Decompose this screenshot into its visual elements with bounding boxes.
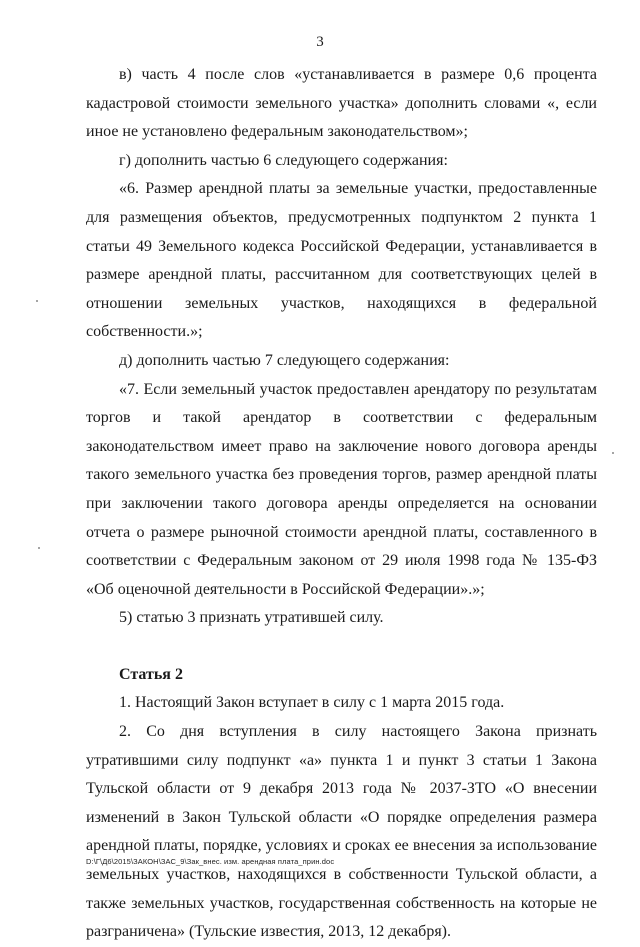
paragraph-article-3-repeal: 5) статью 3 признать утратившей силу.	[119, 609, 384, 627]
article-2-paragraph-2: 2. Со дня вступления в силу настоящего Закона признать утратившими силу подпункт «а» пункта 1 и пункт 3 статьи 1 Закона Тульской области от 9 декабря 2013 года № 2037-ЗТО «О внесении изменений в Закон Тульской области «О порядке определения размера арендной платы, порядке, условиях и сроках ее внесения за использование земельных участков, находящихся в собственности Тульской области, а также земельных участков, государственная собственность на которые не разграничена» (Тульские известия, 2013, 12 декабря).	[86, 723, 597, 941]
paragraph-part-6-text: «6. Размер арендной платы за земельные участки, предоставленные для размещения объектов, предусмотренных подпунктом 2 пункта 1 статьи 49 Земельного кодекса Российской Федерации, устанавливается в размере арендной платы, рассчитанном для соответствующих целей в отношении земельных участков, находящихся в федеральной собственности.»;	[86, 180, 597, 341]
scan-speck	[38, 547, 40, 549]
article-2-heading: Статья 2	[119, 665, 183, 683]
paragraph-part-7-text: «7. Если земельный участок предоставлен арендатору по результатам торгов и такой арендатор в соответствии с федеральным законодательством имеет право на заключение нового договора аренды такого земельного участка без проведения торгов, размер арендной платы при заключении такого договора аренды определяется на основании отчета о размере рыночной стоимости арендной платы, составленного в соответствии с Федеральным законом от 29 июля 1998 года № 135-ФЗ «Об оценочной деятельности в Российской Федерации».»;	[86, 380, 597, 598]
footer-file-path: D:\Г\Д6\2015\ЗАКОН\ЗАС_9\Зак_внес. изм. арендная плата_прин.doc	[86, 857, 335, 866]
paragraph-add-part-7: д) дополнить частью 7 следующего содержания:	[119, 351, 450, 369]
scan-speck	[612, 452, 614, 454]
paragraph-add-part-6: г) дополнить частью 6 следующего содержания:	[119, 151, 448, 169]
paragraph-amend-part-4: в) часть 4 после слов «устанавливается в размере 0,6 процента кадастровой стоимости земельного участка» дополнить словами «, если иное не установлено федеральным законодательством»;	[86, 66, 597, 141]
scan-speck	[36, 300, 38, 302]
page-number: 3	[316, 34, 324, 50]
document-body	[86, 61, 597, 947]
article-2-paragraph-1: 1. Настоящий Закон вступает в силу с 1 марта 2015 года.	[119, 694, 505, 712]
